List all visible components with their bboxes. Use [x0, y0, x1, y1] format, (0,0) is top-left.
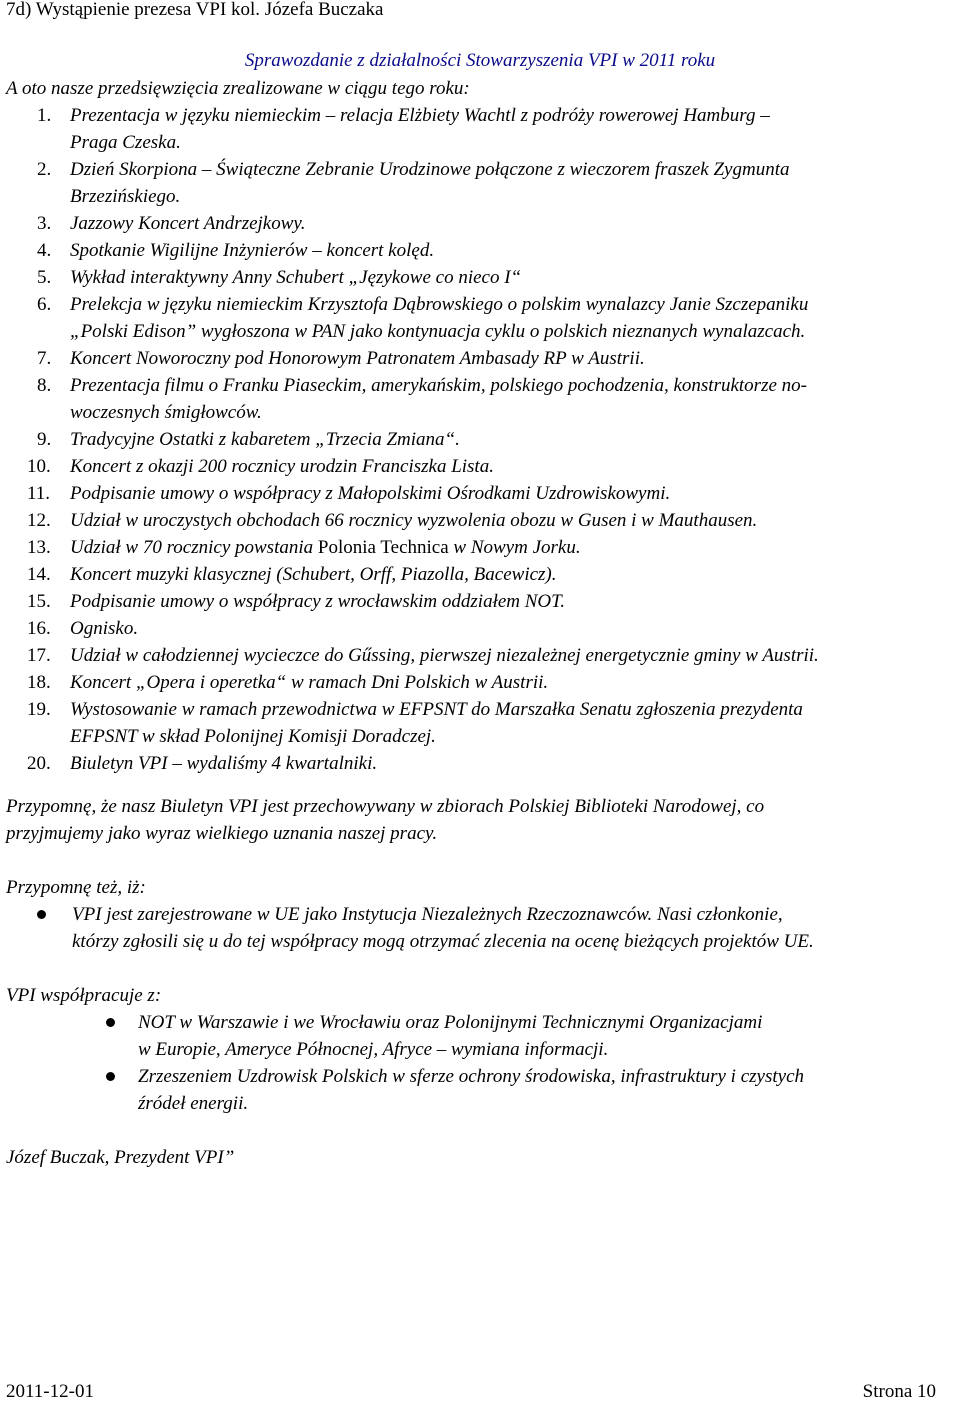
list-item-text-post: w Nowym Jorku. — [448, 537, 581, 558]
list-item-line: Prelekcja w języku niemieckim Krzysztofa Dąbrowskiego o polskim wynalazcy Janie Szczepaniku — [70, 294, 809, 315]
list-item-line: Ognisko. — [70, 618, 139, 639]
bullet-icon — [106, 1072, 115, 1081]
list-item-number: 3. — [37, 213, 52, 234]
bullet-line: NOT w Warszawie i we Wrocławiu oraz Polonijnymi Technicznymi Organizacjami — [138, 1012, 763, 1033]
list-item — [0, 156, 952, 210]
bullet-line: Zrzeszeniem Uzdrowisk Polskich w sferze ochrony środowiska, infrastruktury i czystych — [138, 1066, 805, 1087]
page-heading: 7d) Wystąpienie prezesa VPI kol. Józefa Buczaka — [6, 0, 384, 20]
bullet-line: w Europie, Ameryce Północnej, Afryce – wymiana informacji. — [138, 1039, 609, 1060]
signature: Józef Buczak, Prezydent VPI” — [6, 1147, 235, 1168]
list-item-line: Podpisanie umowy o współpracy z wrocławskim oddziałem NOT. — [70, 591, 566, 612]
list-item-number: 10. — [27, 456, 51, 477]
list-item-number: 11. — [27, 483, 51, 504]
cooperation-bullet-list — [138, 1009, 952, 1117]
list-item-line: Koncert muzyki klasycznej (Schubert, Orff, Piazolla, Bacewicz). — [70, 564, 557, 585]
list-item-number: 1. — [37, 105, 52, 126]
list-item-line: Udział w uroczystych obchodach 66 rocznicy wyzwolenia obozu w Gusen i w Mauthausen. — [70, 510, 758, 531]
footer-date: 2011-12-01 — [6, 1381, 94, 1402]
list-item — [0, 750, 952, 777]
list-item-line: Prezentacja w języku niemieckim – relacja Elżbiety Wachtl z podróży rowerowej Hamburg – — [70, 105, 770, 126]
list-item-number: 6. — [37, 294, 52, 315]
list-item-line: Udział w całodziennej wycieczce do Gűssing, pierwszej niezależnej energetycznie gminy w Austrii. — [70, 645, 819, 666]
list-item — [0, 237, 952, 264]
list-item — [0, 642, 952, 669]
list-item — [0, 507, 952, 534]
reminder-heading: Przypomnę też, iż: — [6, 877, 146, 898]
list-item — [0, 102, 952, 156]
bullet-line: VPI jest zarejestrowane w UE jako Instytucja Niezależnych Rzeczoznawców. Nasi członkonie, — [72, 904, 783, 925]
list-item — [138, 1009, 952, 1063]
bullet-icon — [37, 910, 46, 919]
list-item-number: 19. — [27, 699, 51, 720]
bullet-icon — [106, 1018, 115, 1027]
reminder-paragraph — [6, 793, 952, 847]
list-item-line: Biuletyn VPI – wydaliśmy 4 kwartalniki. — [70, 753, 378, 774]
list-item-number: 20. — [27, 753, 51, 774]
list-item-number: 7. — [37, 348, 52, 369]
list-item-number: 12. — [27, 510, 51, 531]
list-item-number: 13. — [27, 537, 51, 558]
list-item — [0, 210, 952, 237]
list-item-line: woczesnych śmigłowców. — [70, 402, 262, 423]
list-item — [0, 345, 952, 372]
list-item — [138, 1063, 952, 1117]
list-item-number: 4. — [37, 240, 52, 261]
list-item-number: 8. — [37, 375, 52, 396]
achievements-list — [0, 102, 952, 777]
list-item-line — [70, 534, 952, 561]
list-item-number: 2. — [37, 159, 52, 180]
list-item-line: EFPSNT w skład Polonijnej Komisji Doradczej. — [70, 726, 436, 747]
list-item — [0, 453, 952, 480]
list-item — [72, 901, 952, 955]
list-item — [0, 264, 952, 291]
list-item — [0, 561, 952, 588]
list-item — [0, 534, 952, 561]
list-item-line: Brzezińskiego. — [70, 186, 181, 207]
list-item-number: 9. — [37, 429, 52, 450]
intro-text: A oto nasze przedsięwzięcia zrealizowane w ciągu tego roku: — [6, 78, 470, 99]
list-item — [0, 480, 952, 507]
list-item-line: Podpisanie umowy o współpracy z Małopolskimi Ośrodkami Uzdrowiskowymi. — [70, 483, 671, 504]
list-item — [0, 615, 952, 642]
list-item-number: 14. — [27, 564, 51, 585]
reminder-line: przyjmujemy jako wyraz wielkiego uznania naszej pracy. — [6, 823, 438, 844]
list-item-number: 16. — [27, 618, 51, 639]
list-item-text-pre: Udział w 70 rocznicy powstania — [70, 537, 318, 558]
bullet-line: źródeł energii. — [138, 1093, 249, 1114]
list-item-line: Praga Czeska. — [70, 132, 181, 153]
bullet-line: którzy zgłosili się u do tej współpracy mogą otrzymać zlecenia na ocenę bieżących projektów UE. — [72, 931, 814, 952]
list-item — [0, 588, 952, 615]
list-item — [0, 291, 952, 345]
list-item-number: 18. — [27, 672, 51, 693]
list-item-line: Jazzowy Koncert Andrzejkowy. — [70, 213, 306, 234]
footer-page-number: Strona 10 — [862, 1381, 936, 1402]
list-item-number: 5. — [37, 267, 52, 288]
list-item — [0, 426, 952, 453]
list-item-line: Tradycyjne Ostatki z kabaretem „Trzecia Zmiana“. — [70, 429, 460, 450]
list-item — [0, 696, 952, 750]
list-item-text-upright: Polonia Technica — [317, 537, 449, 558]
list-item — [0, 372, 952, 426]
list-item-line: Koncert z okazji 200 rocznicy urodzin Franciszka Lista. — [70, 456, 494, 477]
cooperation-heading: VPI współpracuje z: — [6, 985, 162, 1006]
reminder-bullet-list — [72, 901, 952, 955]
list-item-line: Dzień Skorpiona – Świąteczne Zebranie Urodzinowe połączone z wieczorem fraszek Zygmunta — [70, 159, 790, 180]
list-item — [0, 669, 952, 696]
list-item-line: Wykład interaktywny Anny Schubert „Językowe co nieco I“ — [70, 267, 522, 288]
list-item-number: 17. — [27, 645, 51, 666]
list-item-line: Koncert „Opera i operetka“ w ramach Dni Polskich w Austrii. — [70, 672, 549, 693]
reminder-line: Przypomnę, że nasz Biuletyn VPI jest przechowywany w zbiorach Polskiej Biblioteki Narodowej, co — [6, 796, 765, 817]
list-item-number: 15. — [27, 591, 51, 612]
list-item-line: „Polski Edison” wygłoszona w PAN jako kontynuacja cyklu o polskich nieznanych wynalazcach. — [70, 321, 806, 342]
report-title: Sprawozdanie z działalności Stowarzyszenia VPI w 2011 roku — [244, 50, 716, 71]
list-item-line: Spotkanie Wigilijne Inżynierów – koncert kolęd. — [70, 240, 435, 261]
list-item-line: Prezentacja filmu o Franku Piaseckim, amerykańskim, polskiego pochodzenia, konstruktorze no- — [70, 375, 807, 396]
list-item-line: Koncert Noworoczny pod Honorowym Patronatem Ambasady RP w Austrii. — [70, 348, 645, 369]
list-item-line: Wystosowanie w ramach przewodnictwa w EFPSNT do Marszałka Senatu zgłoszenia prezydenta — [70, 699, 803, 720]
